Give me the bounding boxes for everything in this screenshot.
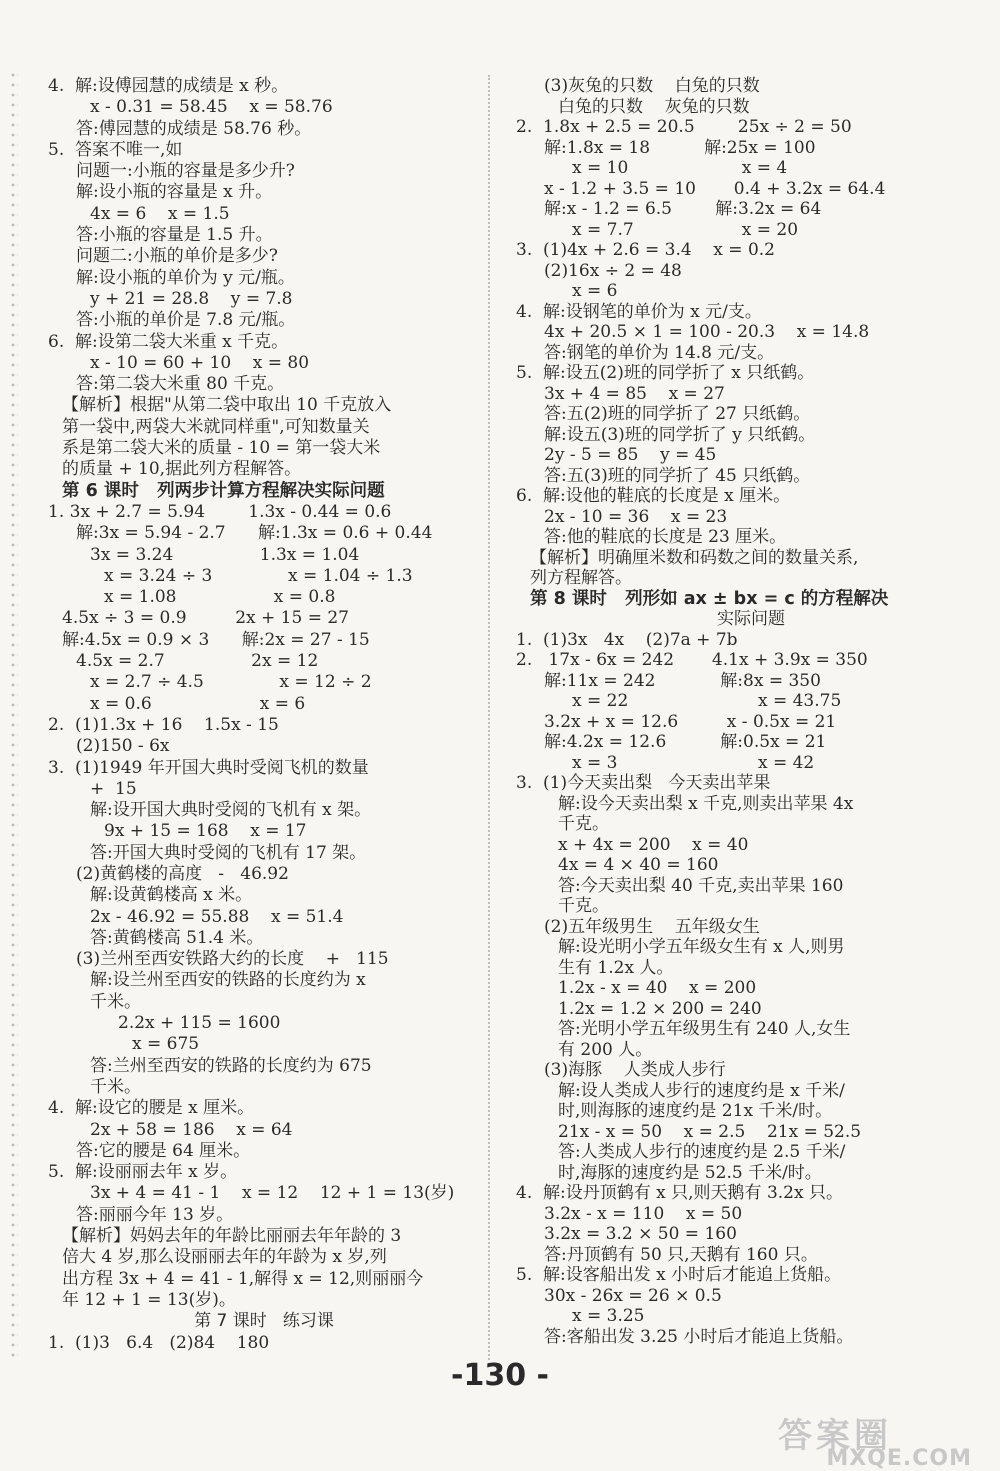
answer-line: 答:黄鹤楼高 51.4 米。 — [90, 927, 264, 948]
answer-line: 解:设光明小学五年级女生有 x 人,则男 — [558, 937, 845, 957]
answer-line: 5. 解:设五(2)班的同学折了 x 只纸鹤。 — [516, 363, 815, 383]
answer-line: 2. 1.8x + 2.5 = 20.5 25x ÷ 2 = 50 — [516, 117, 852, 137]
answer-line: 4. 解:设傅园慧的成绩是 x 秒。 — [48, 76, 289, 96]
answer-line: 【解析】根据"从第二袋中取出 10 千克放入 — [62, 395, 392, 416]
answer-line: 问题二:小瓶的单价是多少? — [76, 246, 278, 267]
answer-line: 答:小瓶的单价是 7.8 元/瓶。 — [76, 310, 296, 331]
answer-line: 【解析】明确厘米数和码数之间的数量关系, — [530, 547, 859, 568]
answer-line: 答:丽丽今年 13 岁。 — [76, 1204, 234, 1225]
answer-line: 4.5x ÷ 3 = 0.9 2x + 15 = 27 — [62, 608, 349, 629]
answer-line: 5. 答案不唯一,如 — [48, 139, 183, 160]
answer-line: 千米。 — [90, 1076, 141, 1097]
answer-line: 解:设兰州至西安的铁路的长度约为 x — [90, 970, 366, 991]
answer-line: 1. 3x + 2.7 = 5.94 1.3x - 0.44 = 0.6 — [48, 501, 392, 522]
answer-line: x = 2.7 ÷ 4.5 x = 12 ÷ 2 — [90, 672, 372, 693]
answer-line: 2x + 58 = 186 x = 64 — [90, 1119, 293, 1140]
answer-line: 2. 17x - 6x = 242 4.1x + 3.9x = 350 — [516, 650, 868, 670]
answer-line: 答:第二袋大米重 80 千克。 — [76, 374, 285, 395]
answer-line: 2y - 5 = 85 y = 45 — [544, 445, 717, 465]
answer-line: x = 22 x = 43.75 — [572, 691, 842, 711]
answer-line: x = 10 x = 4 — [572, 158, 788, 178]
answer-line: 生有 1.2x 人。 — [558, 957, 674, 978]
right-column — [516, 76, 986, 1347]
answer-line: 答:兰州至西安的铁路的长度约为 675 — [90, 1055, 372, 1076]
answer-line: 30x - 26x = 26 × 0.5 — [544, 1285, 722, 1306]
answer-line: 答:客船出发 3.25 小时后才能追上货船。 — [544, 1326, 854, 1347]
answer-line: 3.2x = 3.2 × 50 = 160 — [544, 1224, 737, 1244]
answer-line: x = 3.24 ÷ 3 x = 1.04 ÷ 1.3 — [104, 565, 413, 586]
answer-line: 9x + 15 = 168 x = 17 — [104, 821, 307, 842]
answer-line: 3.2x - x = 110 x = 50 — [544, 1203, 743, 1224]
answer-line: 1. (1)3x 4x (2)7a + 7b — [516, 629, 738, 650]
margin-dot-strip — [10, 70, 18, 1360]
answer-line: 倍大 4 岁,那么设丽丽去年的年龄为 x 岁,列 — [62, 1247, 387, 1268]
answer-line: 5. 解:设客船出发 x 小时后才能追上货船。 — [516, 1265, 842, 1285]
answer-line: x = 1.08 x = 0.8 — [104, 587, 336, 608]
answer-line: 3.2x + x = 12.6 x - 0.5x = 21 — [544, 711, 837, 732]
answer-line: 出方程 3x + 4 = 41 - 1,解得 x = 12,则丽丽今 — [62, 1268, 424, 1289]
answer-line: 1.2x - x = 40 x = 200 — [558, 978, 757, 998]
column-divider — [488, 75, 490, 1360]
answer-line: x - 1.2 + 3.5 = 10 0.4 + 3.2x = 64.4 — [544, 178, 886, 199]
answer-line: 千克。 — [558, 896, 609, 916]
answer-line: 4.5x = 2.7 2x = 12 — [76, 651, 319, 672]
answer-line: (3)兰州至西安铁路大约的长度 + 115 — [76, 949, 389, 970]
section-heading: 第 8 课时 列形如 ax ± bx = c 的方程解决 — [530, 588, 889, 609]
answer-line: 3x + 4 = 41 - 1 x = 12 12 + 1 = 13(岁) — [90, 1183, 455, 1204]
answer-line: 答:人类成人步行的速度约是 2.5 千米/ — [558, 1142, 846, 1162]
section-heading: 实际问题 — [717, 609, 785, 629]
answer-line: 解:设小瓶的容量是 x 升。 — [76, 182, 273, 203]
answer-line: 时,则海豚的速度约是 21x 千米/时。 — [558, 1101, 833, 1121]
answer-line: 3x = 3.24 1.3x = 1.04 — [90, 544, 360, 565]
answer-line: 答:他的鞋底的长度是 23 厘米。 — [544, 527, 787, 547]
section-heading: 第 6 课时 列两步计算方程解决实际问题 — [62, 480, 385, 501]
answer-line: 4. 解:设丹顶鹤有 x 只,则天鹅有 3.2x 只。 — [516, 1183, 843, 1203]
section-heading: 第 7 课时 练习课 — [194, 1311, 334, 1332]
answer-line: 解:设五(3)班的同学折了 y 只纸鹤。 — [544, 424, 816, 445]
answer-line: 3x + 4 = 85 x = 27 — [544, 383, 725, 404]
answer-line: 解:设开国大典时受阅的飞机有 x 架。 — [90, 800, 372, 821]
answer-line: 的质量 + 10,据此列方程解答。 — [62, 459, 302, 480]
answer-line: (2)黄鹤楼的高度 - 46.92 — [76, 863, 289, 884]
answer-line: 1. (1)3 6.4 (2)84 180 — [48, 1332, 270, 1353]
answer-line: x = 675 — [132, 1034, 200, 1055]
answer-line: 2. (1)1.3x + 16 1.5x - 15 — [48, 714, 279, 735]
answer-line: 年 12 + 1 = 13(岁)。 — [62, 1289, 236, 1310]
answer-line: 【解析】妈妈去年的年龄比丽丽去年年龄的 3 — [62, 1226, 402, 1247]
answer-line: 答:丹顶鹤有 50 只,天鹅有 160 只。 — [544, 1244, 818, 1265]
answer-line: (3)海豚 人类成人步行 — [544, 1060, 726, 1080]
answer-line: 2x - 10 = 36 x = 23 — [544, 506, 728, 527]
answer-line: 时,海豚的速度约是 52.5 千米/时。 — [558, 1162, 822, 1183]
answer-line: 答:五(3)班的同学折了 45 只纸鹤。 — [544, 465, 811, 486]
answer-line: (2)16x ÷ 2 = 48 — [544, 260, 682, 281]
answer-line: (2)五年级男生 五年级女生 — [544, 916, 760, 937]
left-column — [48, 76, 480, 1354]
answer-line: 答:光明小学五年级男生有 240 人,女生 — [558, 1019, 851, 1039]
answer-line: 1.2x = 1.2 × 200 = 240 — [558, 998, 762, 1019]
answer-line: 4x = 6 x = 1.5 — [90, 203, 230, 224]
answer-line: 答:它的腰是 64 厘米。 — [76, 1140, 251, 1161]
answer-line: x = 6 — [572, 281, 618, 301]
answer-line: 千米。 — [90, 991, 141, 1012]
answer-line: 千克。 — [558, 814, 609, 834]
answer-line: 答:今天卖出梨 40 千克,卖出苹果 160 — [558, 875, 844, 896]
answer-line: 2x - 46.92 = 55.88 x = 51.4 — [90, 906, 344, 927]
answer-line: 6. 解:设他的鞋底的长度是 x 厘米。 — [516, 486, 791, 506]
answer-line: 6. 解:设第二袋大米重 x 千克。 — [48, 331, 289, 352]
answer-line: y + 21 = 28.8 y = 7.8 — [90, 288, 293, 309]
answer-line: 系是第二袋大米的质量 - 10 = 第一袋大米 — [62, 438, 381, 459]
answer-line: 有 200 人。 — [558, 1039, 653, 1060]
answer-line: (3)灰兔的只数 白兔的只数 — [544, 76, 760, 96]
answer-line: 5. 解:设丽丽去年 x 岁。 — [48, 1162, 238, 1183]
answer-line: 解:设人类成人步行的速度约是 x 千米/ — [558, 1080, 845, 1101]
answer-line: 解:4.2x = 12.6 解:0.5x = 21 — [544, 732, 827, 752]
answer-line: 解:x - 1.2 = 6.5 解:3.2x = 64 — [544, 199, 822, 219]
answer-line: 列方程解答。 — [530, 568, 632, 588]
watermark-url: MXQE.COM — [826, 1446, 972, 1471]
answer-line: + 15 — [90, 778, 137, 799]
answer-line: x = 0.6 x = 6 — [90, 693, 306, 714]
answer-line: 21x - x = 50 x = 2.5 21x = 52.5 — [558, 1121, 862, 1142]
answer-line: 答:傅园慧的成绩是 58.76 秒。 — [76, 118, 312, 139]
answer-line: 答:小瓶的容量是 1.5 升。 — [76, 225, 273, 246]
answer-line: 解:1.8x = 18 解:25x = 100 — [544, 137, 816, 158]
answer-line: x - 0.31 = 58.45 x = 58.76 — [90, 97, 333, 118]
answer-line: 解:设小瓶的单价为 y 元/瓶。 — [76, 267, 295, 288]
answer-line: 白兔的只数 灰兔的只数 — [558, 96, 750, 117]
answer-line: x - 10 = 60 + 10 x = 80 — [90, 352, 310, 373]
answer-line: 解:3x = 5.94 - 2.7 解:1.3x = 0.6 + 0.44 — [76, 523, 433, 544]
answer-line: 3. (1)今天卖出梨 今天卖出苹果 — [516, 773, 771, 793]
watermark — [778, 1408, 978, 1471]
answer-line: 3. (1)4x + 2.6 = 3.4 x = 0.2 — [516, 240, 775, 260]
answer-line: x + 4x = 200 x = 40 — [558, 834, 749, 855]
answer-line: (2)150 - 6x — [76, 736, 170, 757]
answer-line: 第一袋中,两袋大米就同样重",可知数量关 — [62, 416, 370, 437]
answer-line: 解:4.5x = 0.9 × 3 解:2x = 27 - 15 — [62, 629, 370, 650]
answer-line: 问题一:小瓶的容量是多少升? — [76, 161, 295, 182]
watermark-logo-text: 答案圈 — [778, 1416, 892, 1456]
answer-line: x = 3.25 — [572, 1306, 645, 1326]
answer-line: 4. 解:设它的腰是 x 厘米。 — [48, 1098, 255, 1119]
answer-line: x = 3 x = 42 — [572, 752, 815, 773]
answer-line: 4x + 20.5 × 1 = 100 - 20.3 x = 14.8 — [544, 322, 870, 342]
answer-line: 答:开国大典时受阅的飞机有 17 架。 — [90, 842, 367, 863]
answer-line: 3. (1)1949 年开国大典时受阅飞机的数量 — [48, 757, 369, 778]
answer-line: 4. 解:设钢笔的单价为 x 元/支。 — [516, 301, 762, 322]
answer-line: x = 7.7 x = 20 — [572, 219, 799, 240]
answer-line: 4x = 4 × 40 = 160 — [558, 855, 719, 875]
answer-line: 答:钢笔的单价为 14.8 元/支。 — [544, 342, 775, 363]
answer-line: 解:11x = 242 解:8x = 350 — [544, 670, 821, 691]
answer-line: 解:设今天卖出梨 x 千克,则卖出苹果 4x — [558, 793, 854, 814]
answer-line: 答:五(2)班的同学折了 27 只纸鹤。 — [544, 404, 811, 424]
answer-line: 解:设黄鹤楼高 x 米。 — [90, 885, 253, 906]
page-number: -130 - — [451, 1358, 549, 1393]
answer-line: 2.2x + 115 = 1600 — [118, 1013, 281, 1034]
